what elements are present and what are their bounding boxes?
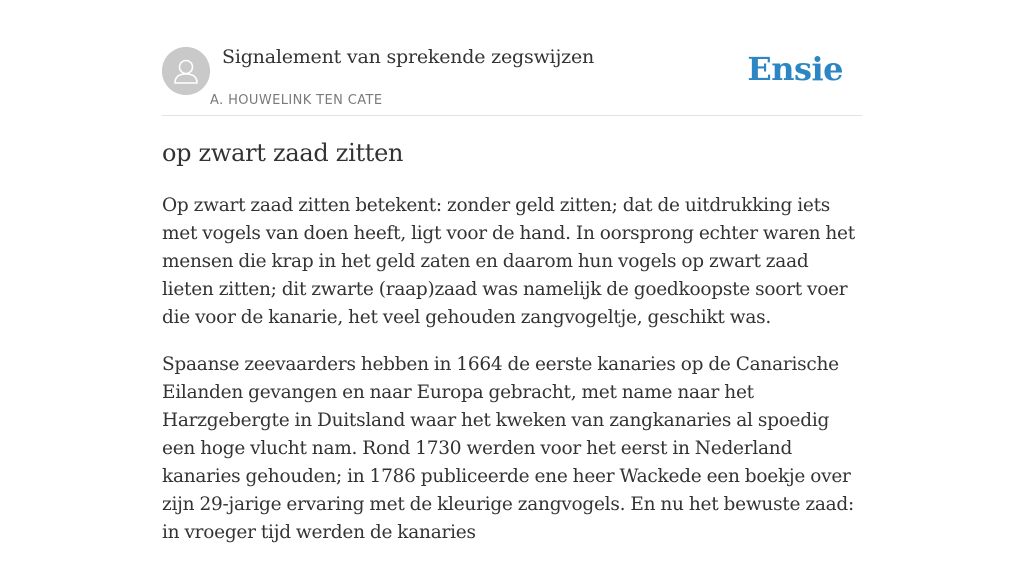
author-name[interactable]: A. HOUWELINK TEN CATE (210, 93, 383, 108)
entry-term: op zwart zaad zitten (162, 139, 404, 167)
page-container (162, 0, 862, 543)
entry-paragraph-1: Op zwart zaad zitten betekent: zonder geld zitten; dat de uitdrukking iets met vogels van doen heeft, ligt voor de hand. In oorsprong echter waren het mensen die krap in het geld zaten en daarom hun vogels op zwart zaad lieten zitten; dit zwarte (raap)zaad was namelijk de goedkoopste soort voer die voor de kanarie, het veel gehouden zangvogeltje, geschikt was. (162, 195, 855, 328)
brand-logo[interactable]: Ensie (747, 50, 843, 88)
entry-paragraph-2: Spaanse zeevaarders hebben in 1664 de eerste kanaries op de Canarische Eilanden gevangen en naar Europa gebracht, met name naar het Harzgebergte in Duitsland waar het kweken van zangkanaries al spoedig een hoge vlucht nam. Rond 1730 werden voor het eerst in Nederland kanaries gehouden; in 1786 publiceerde ene heer Wackede een boekje over zijn 29-jarige ervaring met de kleurige zangvogels. En nu het bewuste zaad: in vroeger tijd werden de kanaries (162, 354, 854, 543)
user-silhouette-icon[interactable] (162, 47, 210, 95)
header (162, 0, 862, 116)
book-title[interactable]: Signalement van sprekende zegswijzen (222, 46, 595, 68)
entry-body (162, 192, 862, 566)
